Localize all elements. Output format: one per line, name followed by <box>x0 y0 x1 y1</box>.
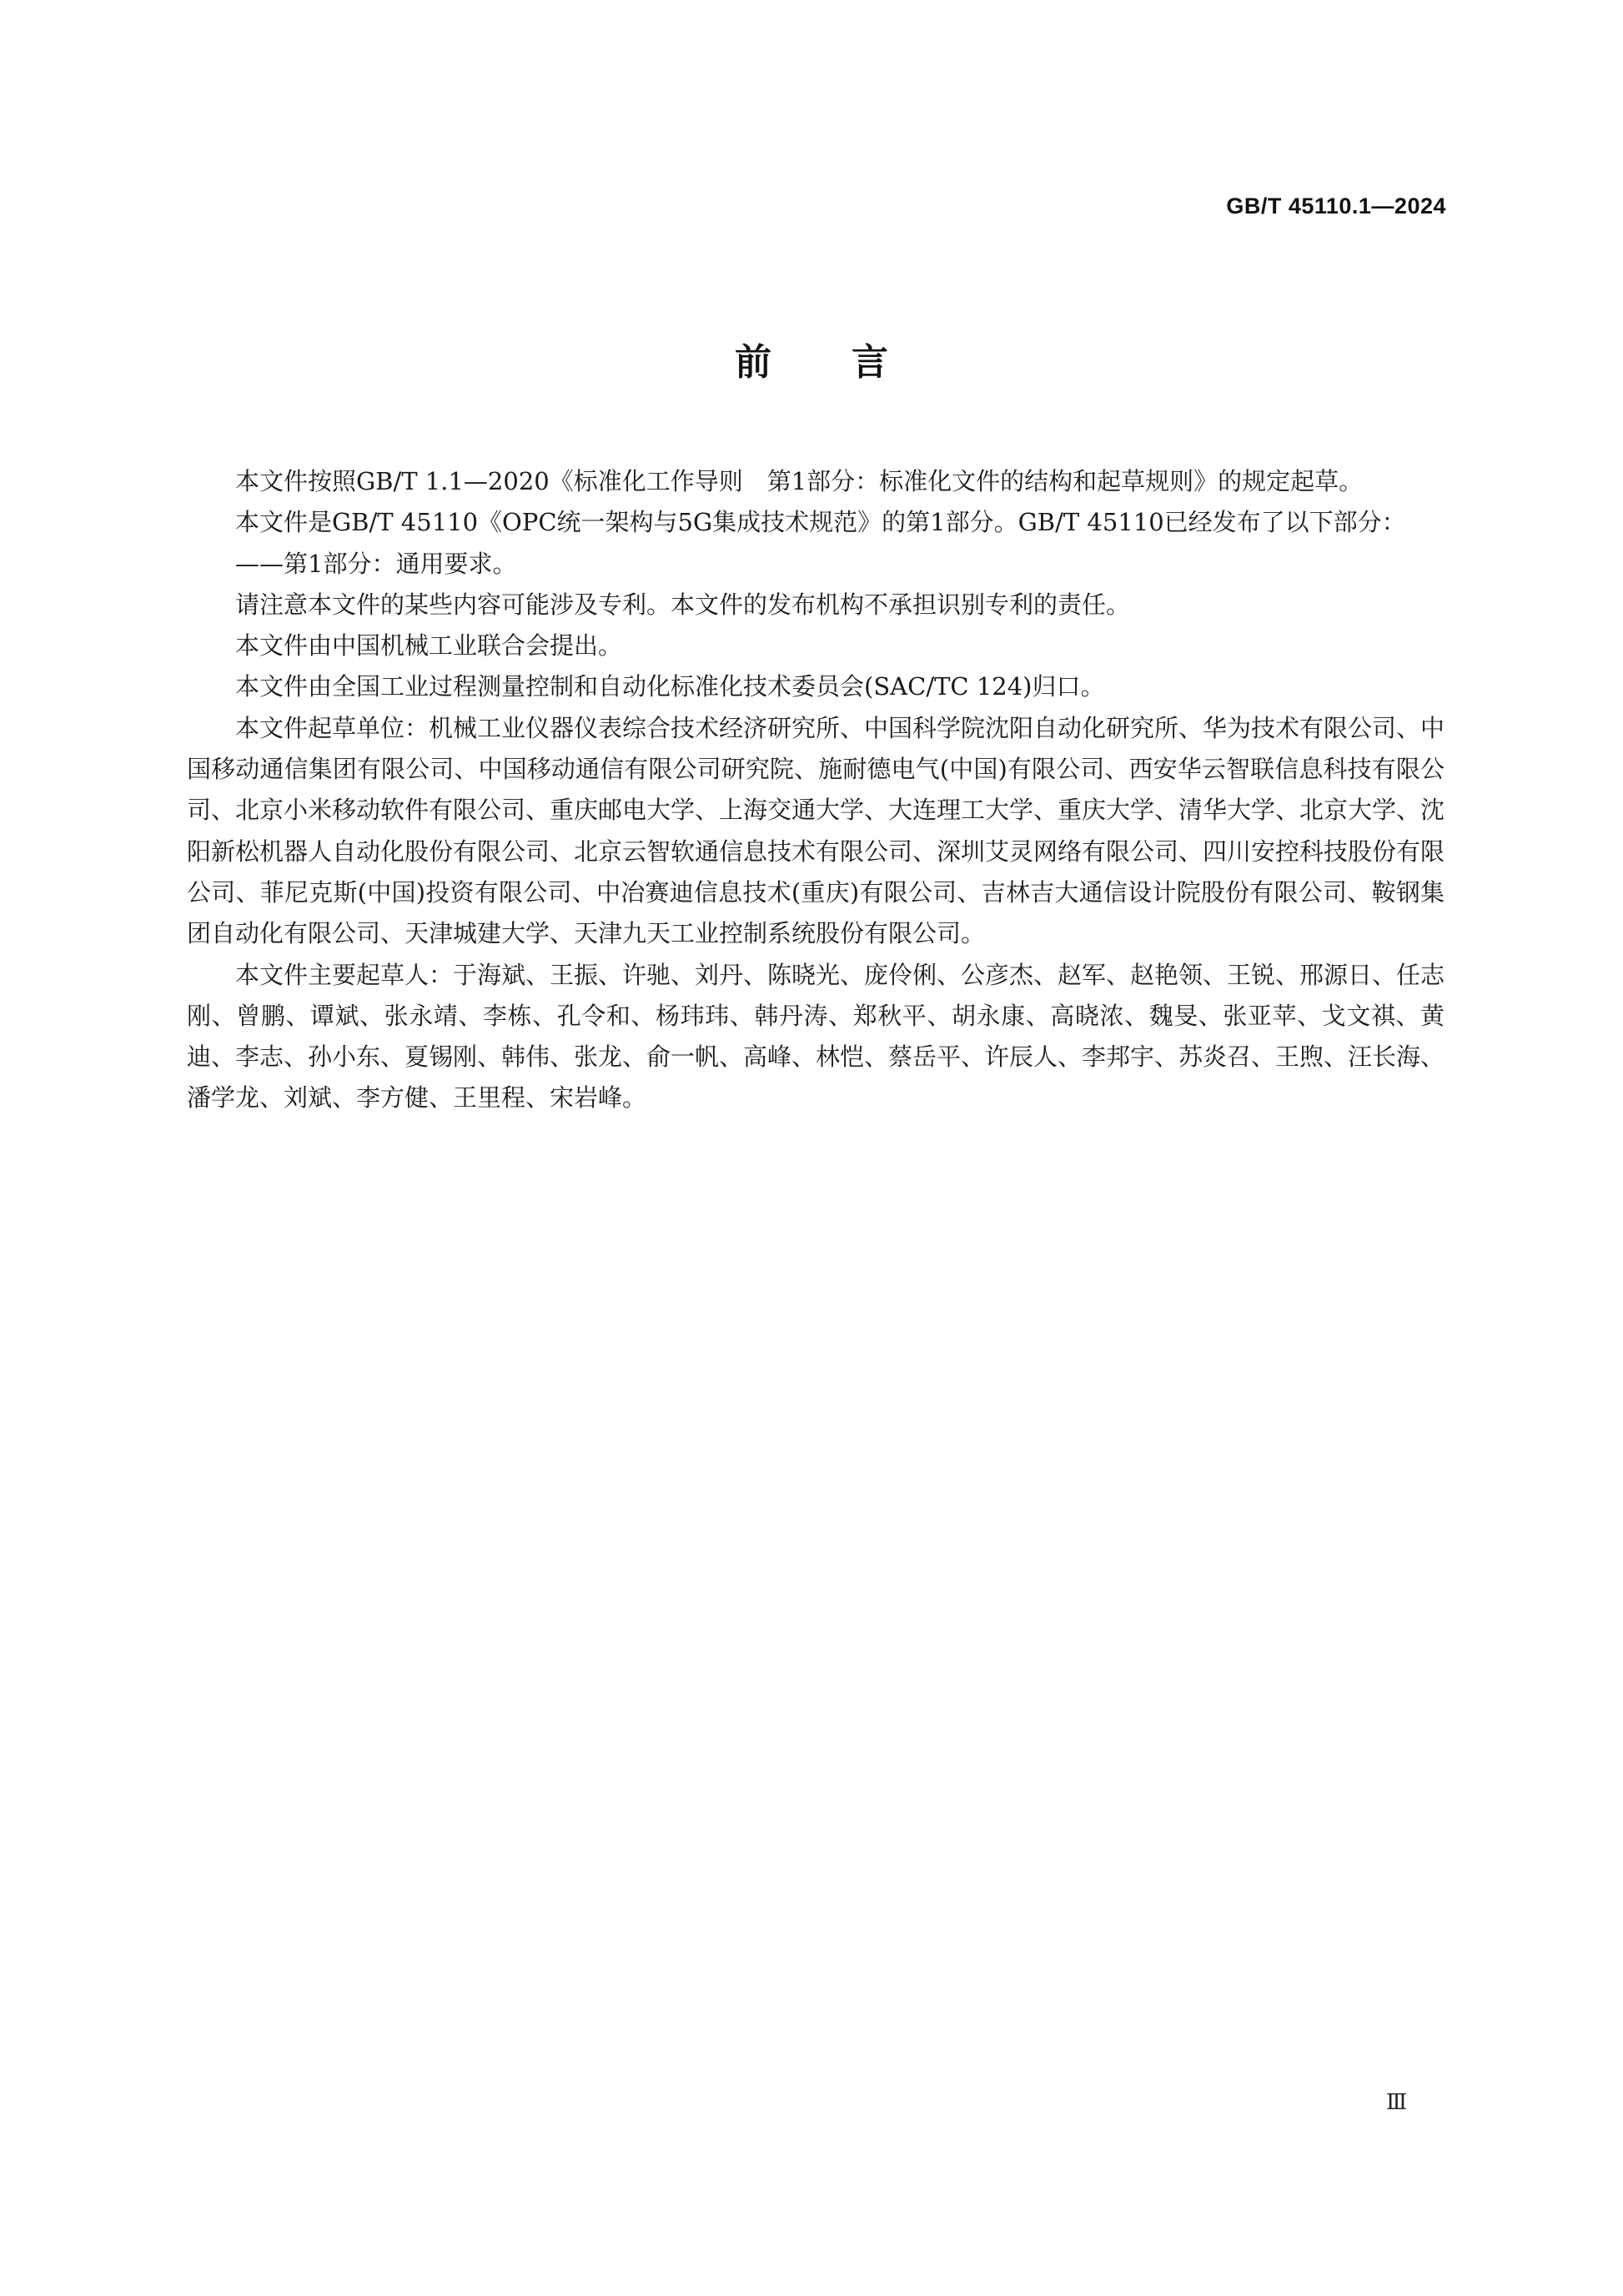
paragraph-centralized-by: 本文件由全国工业过程测量控制和自动化标准化技术委员会(SAC/TC 124)归口。 <box>235 672 1105 701</box>
paragraph-proposer: 本文件由中国机械工业联合会提出。 <box>235 631 623 661</box>
preface-body <box>187 461 1445 1119</box>
standard-code-header: GB/T 45110.1—2024 <box>1226 193 1446 219</box>
paragraph-drafting-rules: 本文件按照GB/T 1.1—2020《标准化工作导则 第1部分：标准化文件的结构和起草规则》的规定起草。 <box>235 467 1364 495</box>
page-number: Ⅲ <box>1386 2090 1408 2114</box>
paragraph-main-drafters: 本文件主要起草人：于海斌、王振、许驰、刘丹、陈晓光、庞伶俐、公彦杰、赵军、赵艳领、王锐、邢源日、任志刚、曾鹏、谭斌、张永靖、李栋、孔令和、杨玮玮、韩丹涛、郑秋平、胡永康、高晓浓、魏旻、张亚苹、戈文祺、黄迪、李志、孙小东、夏锡刚、韩伟、张龙、俞一帆、高峰、林恺、蔡岳平、许辰人、李邦宇、苏炎召、王煦、汪长海、潘学龙、刘斌、李方健、王里程、宋岩峰。 <box>187 960 1445 1113</box>
paragraph-part-info: 本文件是GB/T 45110《OPC统一架构与5G集成技术规范》的第1部分。GB/T 45110已经发布了以下部分： <box>235 508 1406 537</box>
paragraph-part-list-item: ——第1部分：通用要求。 <box>235 549 517 578</box>
paragraph-drafting-organizations: 本文件起草单位：机械工业仪器仪表综合技术经济研究所、中国科学院沈阳自动化研究所、华为技术有限公司、中国移动通信集团有限公司、中国移动通信有限公司研究院、施耐德电气(中国)有限公司、西安华云智联信息科技有限公司、北京小米移动软件有限公司、重庆邮电大学、上海交通大学、大连理工大学、重庆大学、清华大学、北京大学、沈阳新松机器人自动化股份有限公司、北京云智软通信息技术有限公司、深圳艾灵网络有限公司、四川安控科技股份有限公司、菲尼克斯(中国)投资有限公司、中冶赛迪信息技术(重庆)有限公司、吉林吉大通信设计院股份有限公司、鞍钢集团自动化有限公司、天津城建大学、天津九天工业控制系统股份有限公司。 <box>187 713 1445 948</box>
page-title: 前言 <box>735 341 968 384</box>
paragraph-patent-notice: 请注意本文件的某些内容可能涉及专利。本文件的发布机构不承担识别专利的责任。 <box>235 590 1131 619</box>
